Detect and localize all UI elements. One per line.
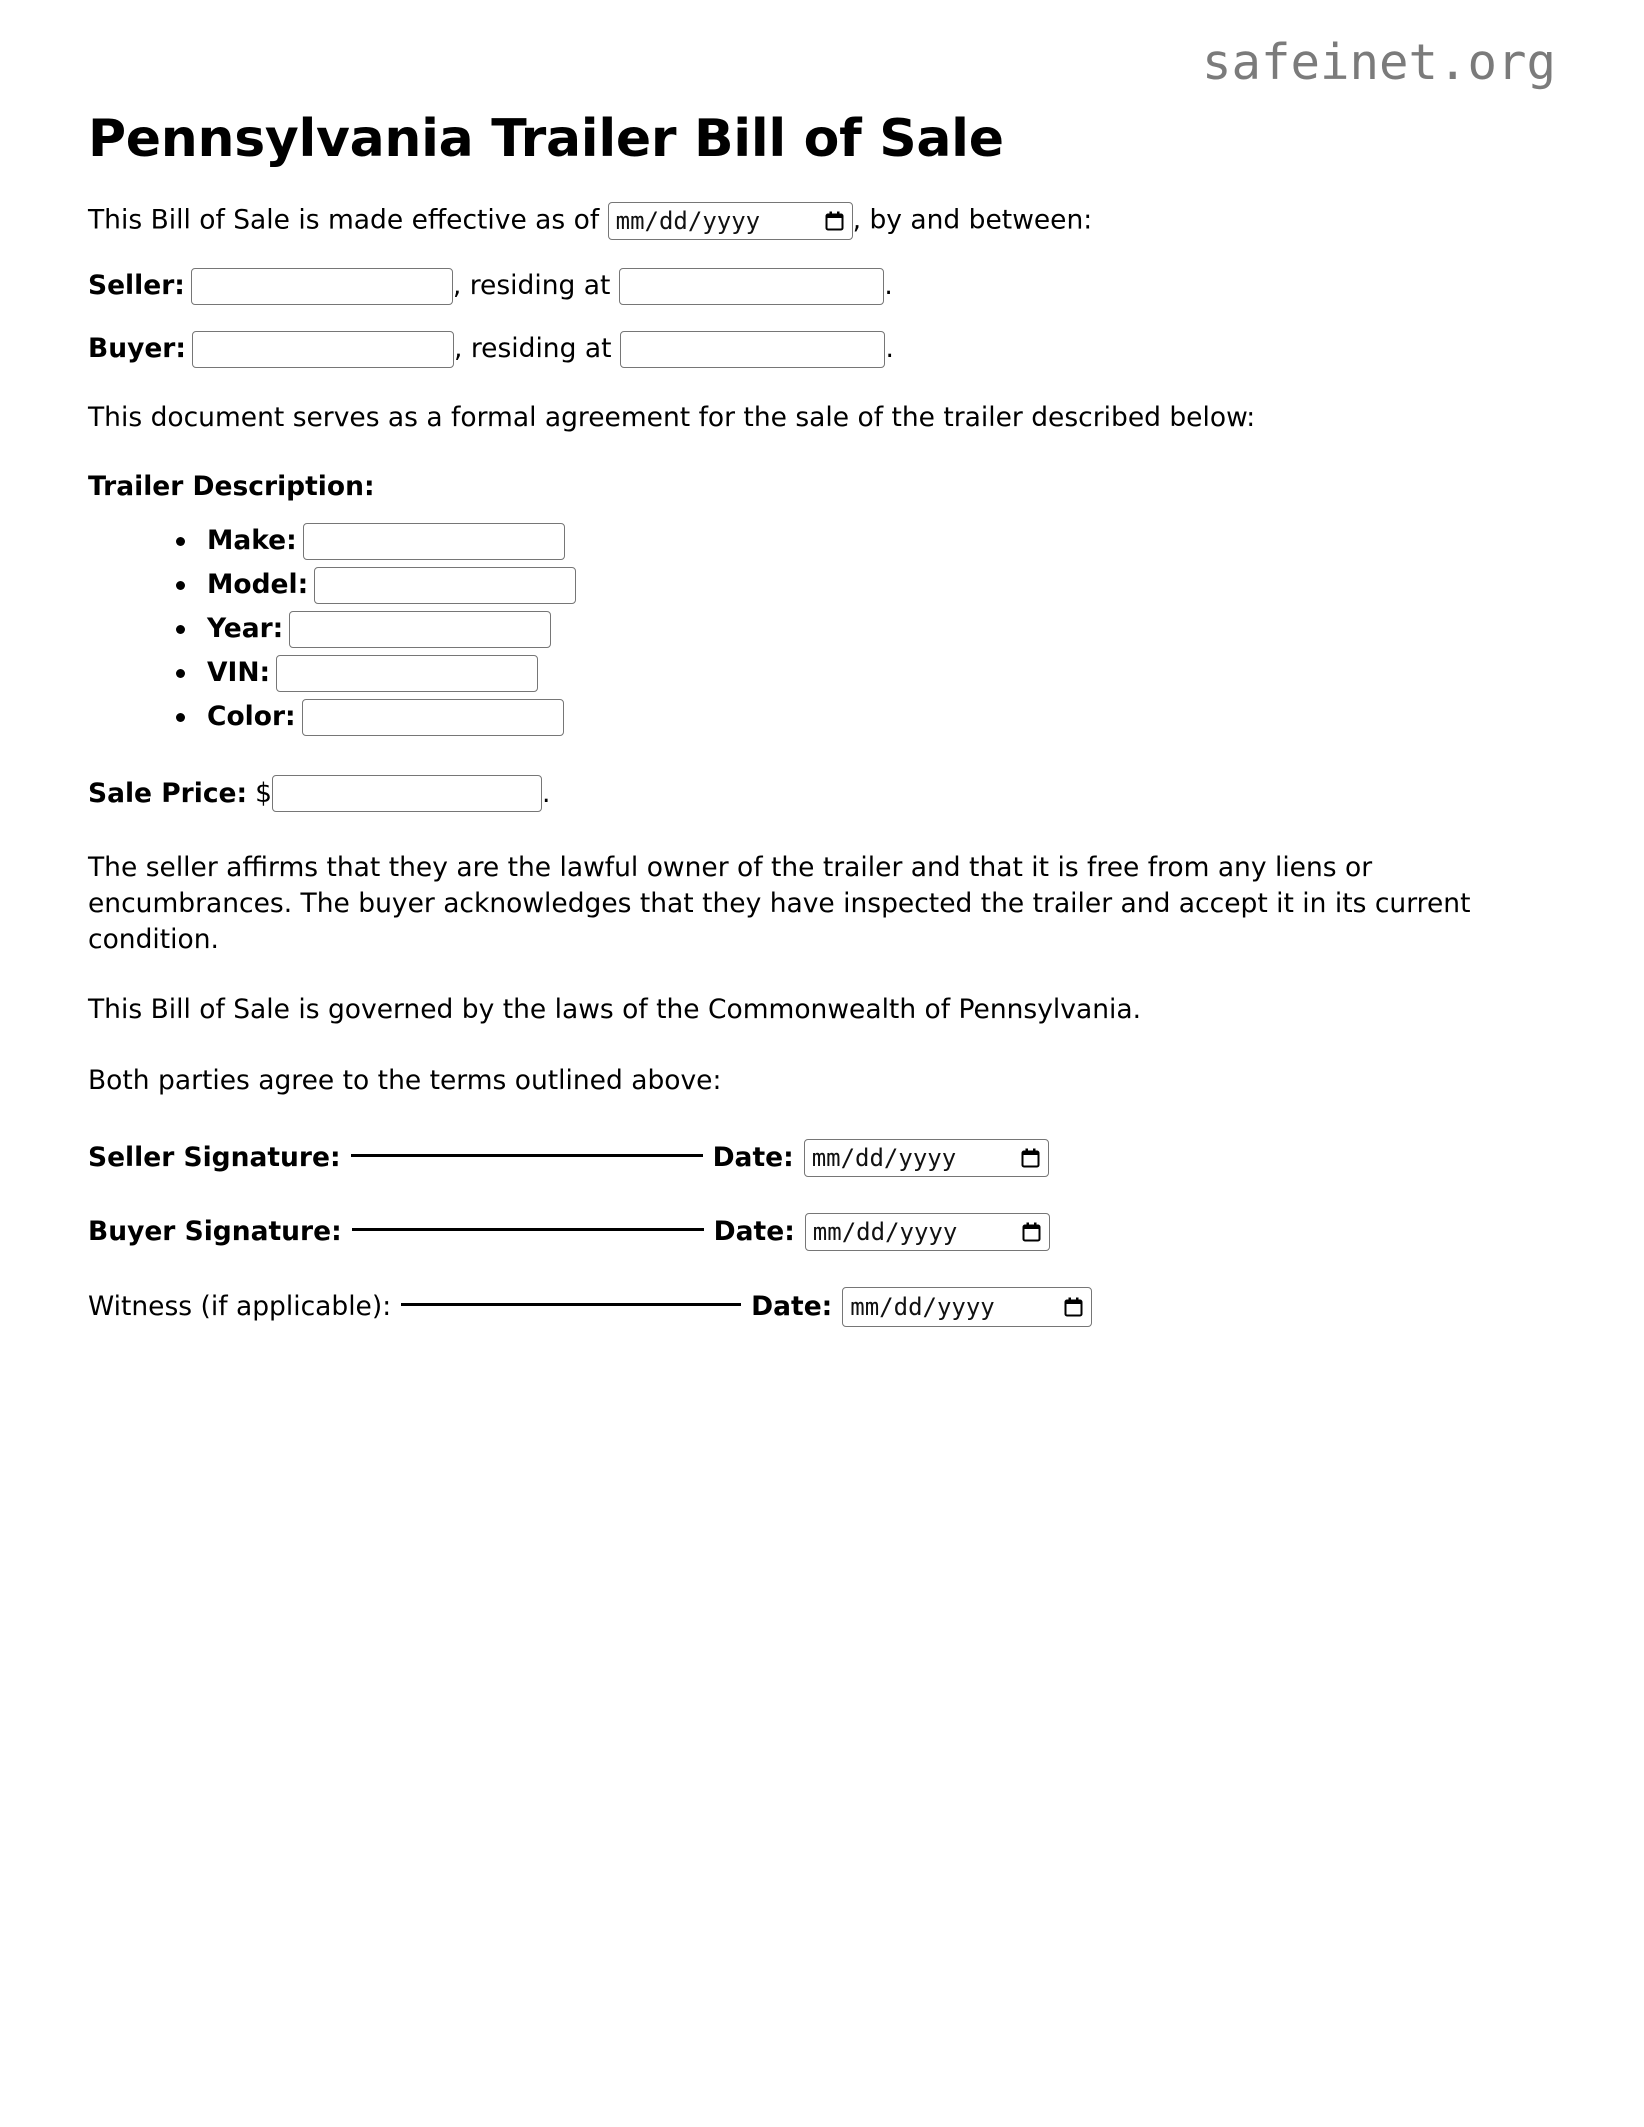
seller-residing-text: , residing at xyxy=(452,270,611,302)
seller-date-label: Date: xyxy=(712,1141,794,1173)
color-input[interactable] xyxy=(302,699,564,736)
seller-label: Seller: xyxy=(88,270,185,302)
buyer-date-label: Date: xyxy=(713,1215,795,1247)
affirmation-paragraph: The seller affirms that they are the lawful owner of the trailer and that it is free from any liens or encumbrances. The buyer acknowledges that they have inspected the trailer and accept it in its current condition. xyxy=(88,851,1471,956)
calendar-icon[interactable] xyxy=(1064,1297,1083,1317)
buyer-date-input[interactable] xyxy=(805,1213,1050,1251)
witness-date-input[interactable] xyxy=(842,1287,1092,1327)
seller-address-input[interactable] xyxy=(619,268,884,305)
page-title: Pennsylvania Trailer Bill of Sale xyxy=(88,109,1004,169)
buyer-residing-text: , residing at xyxy=(453,333,612,365)
governing-law-paragraph: This Bill of Sale is governed by the laws of the Commonwealth of Pennsylvania. xyxy=(88,994,1142,1026)
bullet-icon xyxy=(176,669,185,678)
witness-signature-line[interactable] xyxy=(401,1302,741,1306)
bullet-icon xyxy=(176,581,185,590)
witness-signature-row xyxy=(88,1251,1556,1327)
buyer-date-placeholder: mm/dd/yyyy xyxy=(812,1218,958,1247)
seller-name-input[interactable] xyxy=(191,268,453,305)
buyer-signature-label: Buyer Signature: xyxy=(88,1215,342,1247)
seller-row xyxy=(88,240,1556,305)
effective-date-input[interactable] xyxy=(608,202,853,240)
buyer-label: Buyer: xyxy=(88,333,186,365)
effective-date-prefix-text: This Bill of Sale is made effective as of xyxy=(88,204,608,236)
buyer-row xyxy=(88,305,1556,368)
sale-price-period: . xyxy=(541,777,551,809)
make-input[interactable] xyxy=(303,523,565,560)
witness-date-placeholder: mm/dd/yyyy xyxy=(850,1293,995,1322)
buyer-name-input[interactable] xyxy=(192,331,454,368)
seller-date-placeholder: mm/dd/yyyy xyxy=(811,1144,957,1173)
buyer-signature-row xyxy=(88,1177,1556,1251)
agreement-line: This document serves as a formal agreement for the sale of the trailer described below: xyxy=(88,401,1256,433)
model-input[interactable] xyxy=(314,567,576,604)
list-item-year xyxy=(176,611,1556,648)
list-item-model xyxy=(176,567,1556,604)
list-item-make xyxy=(176,523,1556,560)
seller-period: . xyxy=(884,270,893,302)
effective-date-placeholder: mm/dd/yyyy xyxy=(615,206,761,235)
model-label: Model: xyxy=(207,568,309,600)
seller-signature-line[interactable] xyxy=(351,1153,703,1157)
trailer-description-heading: Trailer Description: xyxy=(88,471,375,503)
buyer-signature-line[interactable] xyxy=(352,1227,704,1231)
sale-price-row xyxy=(88,743,1556,812)
year-input[interactable] xyxy=(289,611,551,648)
currency-symbol: $ xyxy=(255,777,272,809)
witness-label: Witness (if applicable): xyxy=(88,1290,392,1322)
effective-date-line xyxy=(88,170,1556,240)
agree-line-paragraph: Both parties agree to the terms outlined above: xyxy=(88,1064,722,1096)
vin-input[interactable] xyxy=(276,655,538,692)
sale-price-input[interactable] xyxy=(272,775,542,812)
vin-label: VIN: xyxy=(207,656,271,688)
buyer-address-input[interactable] xyxy=(620,331,885,368)
sale-price-label: Sale Price: xyxy=(88,777,248,809)
calendar-icon[interactable] xyxy=(1021,1148,1040,1168)
trailer-description-list xyxy=(88,505,1556,736)
site-watermark: safeinet.org xyxy=(1201,34,1556,91)
bullet-icon xyxy=(176,713,185,722)
color-label: Color: xyxy=(207,700,296,732)
year-label: Year: xyxy=(207,612,284,644)
list-item-vin xyxy=(176,655,1556,692)
calendar-icon[interactable] xyxy=(1022,1222,1041,1242)
bullet-icon xyxy=(176,537,185,546)
make-label: Make: xyxy=(207,524,297,556)
seller-signature-row xyxy=(88,1099,1556,1177)
witness-date-label: Date: xyxy=(751,1290,833,1322)
effective-date-suffix-text: , by and between: xyxy=(852,204,1093,236)
bullet-icon xyxy=(176,625,185,634)
seller-date-input[interactable] xyxy=(804,1139,1049,1177)
buyer-period: . xyxy=(885,333,894,365)
calendar-icon[interactable] xyxy=(825,211,844,231)
list-item-color xyxy=(176,699,1556,736)
seller-signature-label: Seller Signature: xyxy=(88,1141,341,1173)
